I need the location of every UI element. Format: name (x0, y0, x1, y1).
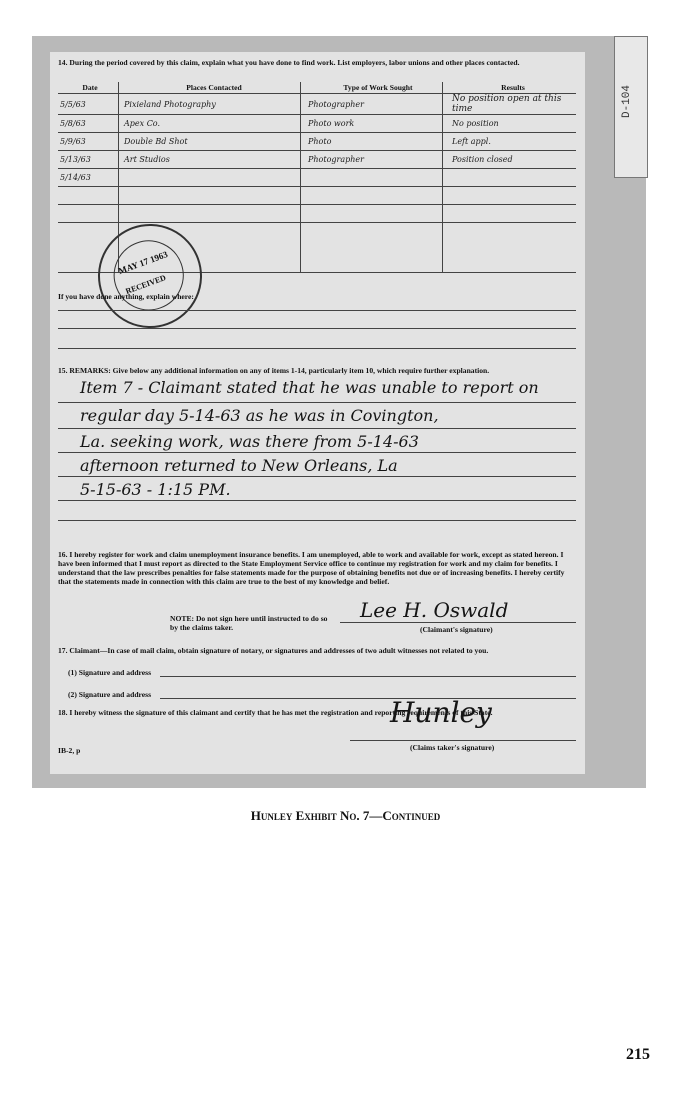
q18-text: 18. I hereby witness the signature of this claimant and certify that he has met the registration and reporting requirements of this State. (58, 708, 493, 717)
work-search-table (58, 82, 576, 223)
received-stamp (83, 209, 216, 342)
table-row (58, 115, 576, 133)
row-type: Photo (306, 133, 450, 151)
page-number: 215 (626, 1046, 650, 1063)
side-tab-label: D-104 (621, 85, 633, 119)
remarks-line: Item 7 - Claimant stated that he was unable to report on (80, 378, 539, 397)
exhibit-caption: Hunley Exhibit No. 7—Continued (250, 808, 441, 823)
q16-text: 16. I hereby register for work and claim unemployment insurance benefits. I am unemployed, able to work and available for work, except as stated hereon. I have been informed that I must report as directed to the State Employment Service office to continue my registration for work and my claim for benefits. I understand that the law prescribes penalties for false statements made for the purpose of obtaining benefits not due or of increasing benefits. I hereby certify that the statements made in connection with this claim are true to the best of my knowledge and belief. (58, 550, 565, 586)
form-code: IB-2, p (58, 746, 81, 755)
claimant-signature: Lee H. Oswald (360, 598, 509, 622)
row-result: Position closed (450, 151, 576, 169)
sig2-label: (2) Signature and address (68, 690, 152, 699)
row-date: 5/9/63 (58, 133, 122, 151)
table-row (58, 94, 576, 115)
row-type (306, 169, 450, 187)
claimant-sig-label: (Claimant's signature) (420, 625, 493, 634)
row-date: 5/8/63 (58, 115, 122, 133)
remarks-line: afternoon returned to New Orleans, La (80, 456, 398, 475)
row-result (450, 169, 576, 187)
q14-text: 14. During the period covered by this claim, explain what you have done to find work. List employers, labor unions and other places contacted. (58, 58, 520, 67)
row-result: No position (450, 115, 576, 133)
taker-sig-label: (Claims taker's signature) (410, 743, 495, 752)
row-place: Apex Co. (122, 115, 306, 133)
col-type: Type of Work Sought (306, 82, 450, 94)
row-type: Photographer (306, 151, 450, 169)
row-date: 5/14/63 (58, 169, 122, 187)
row-result: No position open at this time (450, 94, 576, 115)
row-date: 5/13/63 (58, 151, 122, 169)
q14b-text: If you have done anything, explain where: (58, 292, 194, 301)
remarks-line: La. seeking work, was there from 5-14-63 (80, 432, 419, 451)
row-place: Pixieland Photography (122, 94, 306, 115)
taker-signature: Hunley (390, 696, 492, 729)
stamp-label: RECEIVED (124, 273, 168, 296)
row-result: Left appl. (450, 133, 576, 151)
note-text: NOTE: Do not sign here until instructed to do so by the claims taker. (170, 614, 328, 632)
row-place: Art Studios (122, 151, 306, 169)
q15-text: 15. REMARKS: Give below any additional information on any of items 1-14, particularly item 10, which require further explanation. (58, 366, 490, 375)
q17-text: 17. Claimant—In case of mail claim, obtain signature of notary, or signatures and addresses of two adult witnesses not related to you. (58, 646, 489, 655)
row-date: 5/5/63 (58, 94, 122, 115)
sig1-label: (1) Signature and address (68, 668, 152, 677)
row-type: Photographer (306, 94, 450, 115)
row-place: Double Bd Shot (122, 133, 306, 151)
row-place (122, 169, 306, 187)
table-row (58, 133, 576, 151)
table-row (58, 169, 576, 187)
remarks-line: regular day 5-14-63 as he was in Covington, (80, 406, 439, 425)
row-type: Photo work (306, 115, 450, 133)
col-results: Results (450, 82, 576, 94)
col-date: Date (58, 82, 122, 94)
col-places: Places Contacted (122, 82, 306, 94)
table-row (58, 151, 576, 169)
side-tab (614, 36, 648, 178)
stamp-date: MAY 17 1963 (116, 249, 169, 277)
claim-form (50, 52, 585, 774)
remarks-line: 5-15-63 - 1:15 PM. (80, 480, 231, 499)
